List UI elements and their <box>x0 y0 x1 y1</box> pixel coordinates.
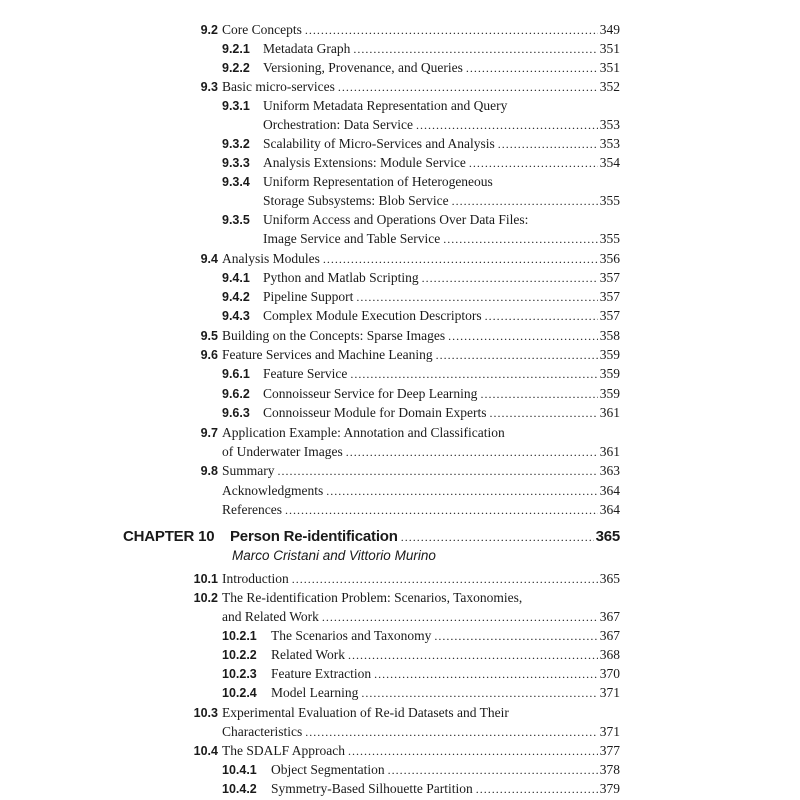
dot-leader <box>348 741 598 761</box>
section-title: Uniform Access and Operations Over Data Files: <box>263 212 529 227</box>
section-title: Model Learning <box>271 685 359 700</box>
toc-entry <box>0 268 800 288</box>
page-number: 378 <box>599 762 620 777</box>
page-number: 365 <box>599 571 620 586</box>
section-title: Python and Matlab Scripting <box>263 270 419 285</box>
section-title: The SDALF Approach <box>222 743 345 758</box>
dot-leader <box>498 134 598 154</box>
section-title: Uniform Representation of Heterogeneous <box>263 174 493 189</box>
dot-leader <box>480 384 597 404</box>
page-number: 359 <box>599 366 620 381</box>
chapter-title: Person Re-identification <box>230 528 398 545</box>
section-number: 9.6.3 <box>222 406 250 420</box>
dot-leader <box>285 500 598 520</box>
section-title: Pipeline Support <box>263 289 354 304</box>
section-number: 10.1 <box>193 572 218 586</box>
section-title: Connoisseur Service for Deep Learning <box>263 386 478 401</box>
dot-leader <box>443 229 598 249</box>
page-number: 370 <box>599 666 620 681</box>
section-title: Basic micro-services <box>222 79 335 94</box>
dot-leader <box>476 779 598 799</box>
toc-entry <box>0 626 800 646</box>
page-number: 364 <box>599 483 620 498</box>
section-title: Feature Extraction <box>271 666 372 681</box>
dot-leader <box>350 364 597 384</box>
toc-entry <box>0 760 800 780</box>
section-number: 10.4.1 <box>222 763 257 777</box>
toc-entry-continuation <box>0 722 800 742</box>
page-number: 355 <box>599 231 620 246</box>
section-number: 9.2 <box>200 23 218 37</box>
toc-entry-continuation <box>0 229 800 249</box>
dot-leader <box>361 683 597 703</box>
toc-entry <box>0 249 800 269</box>
toc-entry <box>0 96 800 116</box>
section-title: Feature Service <box>263 366 348 381</box>
section-number: 9.6 <box>200 348 218 362</box>
toc-entry <box>0 306 800 326</box>
section-number: 9.2.1 <box>222 42 250 56</box>
page-number: 367 <box>599 628 620 643</box>
dot-leader <box>388 760 598 780</box>
toc-entry <box>0 481 800 501</box>
page-number: 355 <box>599 193 620 208</box>
section-number: 9.6.2 <box>222 387 250 401</box>
section-number: 9.4.2 <box>222 290 250 304</box>
section-title: References <box>222 502 282 517</box>
toc-entry <box>0 345 800 365</box>
dot-leader <box>434 626 597 646</box>
page-number: 356 <box>599 251 620 266</box>
section-title: Symmetry-Based Silhouette Partition <box>271 781 473 796</box>
section-title: Building on the Concepts: Sparse Images <box>222 328 446 343</box>
section-title: The Re-identification Problem: Scenarios, Taxonomies, <box>222 590 523 605</box>
dot-leader <box>485 306 598 326</box>
section-title: and Related Work <box>222 609 319 624</box>
toc-entry <box>0 134 800 154</box>
section-number: 10.2.4 <box>222 686 257 700</box>
toc-entry <box>0 423 800 443</box>
dot-leader <box>305 20 598 40</box>
page-number: 368 <box>599 647 620 662</box>
dot-leader <box>346 442 598 462</box>
dot-leader <box>326 481 598 501</box>
section-title: Characteristics <box>222 724 303 739</box>
page-number: 359 <box>599 386 620 401</box>
section-title: Summary <box>222 463 275 478</box>
toc-entry <box>0 364 800 384</box>
dot-leader <box>422 268 598 288</box>
section-number: 9.5 <box>200 329 218 343</box>
toc-entry <box>0 384 800 404</box>
section-number: 9.4 <box>200 252 218 266</box>
dot-leader <box>338 77 598 97</box>
dot-leader <box>356 287 597 307</box>
section-title: Experimental Evaluation of Re-id Datasets and Their <box>222 705 509 720</box>
toc-entry <box>0 153 800 173</box>
section-number: 10.2 <box>193 591 218 605</box>
dot-leader <box>305 722 598 742</box>
section-title: Metadata Graph <box>263 41 351 56</box>
section-number: 9.6.1 <box>222 367 250 381</box>
toc-entry <box>0 664 800 684</box>
page-number: 351 <box>599 41 620 56</box>
page-number: 359 <box>599 347 620 362</box>
section-number: 9.3.5 <box>222 213 250 227</box>
section-number: 9.4.1 <box>222 271 250 285</box>
dot-leader <box>436 345 598 365</box>
toc-entry <box>0 569 800 589</box>
dot-leader <box>348 645 598 665</box>
toc-entry <box>0 20 800 40</box>
section-title: Versioning, Provenance, and Queries <box>263 60 463 75</box>
section-title: Feature Services and Machine Leaning <box>222 347 433 362</box>
dot-leader <box>353 39 597 59</box>
chapter-page-number: 365 <box>595 528 620 545</box>
section-number: 10.2.2 <box>222 648 257 662</box>
page-number: 357 <box>599 289 620 304</box>
section-number: 10.4.2 <box>222 782 257 796</box>
section-number: 9.3.3 <box>222 156 250 170</box>
section-title: of Underwater Images <box>222 444 343 459</box>
dot-leader <box>469 153 598 173</box>
toc-entry-continuation <box>0 442 800 462</box>
toc-entry <box>0 287 800 307</box>
toc-entry-continuation <box>0 607 800 627</box>
page-number: 354 <box>599 155 620 170</box>
page-number: 364 <box>599 502 620 517</box>
page-number: 363 <box>599 463 620 478</box>
section-title: Introduction <box>222 571 289 586</box>
section-title: Core Concepts <box>222 22 302 37</box>
section-number: 10.2.3 <box>222 667 257 681</box>
section-number: 10.2.1 <box>222 629 257 643</box>
page-number: 371 <box>599 685 620 700</box>
dot-leader <box>489 403 597 423</box>
section-number: 9.4.3 <box>222 309 250 323</box>
section-title: Application Example: Annotation and Classification <box>222 425 505 440</box>
toc-entry <box>0 461 800 481</box>
page-number: 352 <box>599 79 620 94</box>
dot-leader <box>278 461 598 481</box>
section-number: 9.3.1 <box>222 99 250 113</box>
section-number: 9.7 <box>200 426 218 440</box>
toc-entry <box>0 500 800 520</box>
section-number: 9.3.2 <box>222 137 250 151</box>
dot-leader <box>466 58 598 78</box>
section-title: Uniform Metadata Representation and Query <box>263 98 508 113</box>
toc-entry <box>0 683 800 703</box>
page-number: 351 <box>599 60 620 75</box>
section-number: 10.4 <box>193 744 218 758</box>
section-title: Analysis Extensions: Module Service <box>263 155 466 170</box>
page-number: 377 <box>599 743 620 758</box>
toc-entry-continuation <box>0 191 800 211</box>
section-title: Related Work <box>271 647 346 662</box>
section-number: 9.2.2 <box>222 61 250 75</box>
section-title: Complex Module Execution Descriptors <box>263 308 482 323</box>
page-number: 358 <box>599 328 620 343</box>
toc-entry <box>0 645 800 665</box>
section-number: 9.3.4 <box>222 175 250 189</box>
toc-entry <box>0 172 800 192</box>
dot-leader <box>292 569 598 589</box>
page-number: 353 <box>599 136 620 151</box>
section-number: 10.3 <box>193 706 218 720</box>
dot-leader <box>374 664 598 684</box>
section-title: Storage Subsystems: Blob Service <box>263 193 449 208</box>
toc-entry <box>0 588 800 608</box>
section-title: Orchestration: Data Service <box>263 117 413 132</box>
page-number: 379 <box>599 781 620 796</box>
page-number: 361 <box>599 405 620 420</box>
section-title: Analysis Modules <box>222 251 320 266</box>
section-title: Image Service and Table Service <box>263 231 441 246</box>
toc-entry <box>0 39 800 59</box>
page-number: 371 <box>599 724 620 739</box>
dot-leader <box>448 326 598 346</box>
dot-leader <box>323 249 598 269</box>
toc-entry <box>0 210 800 230</box>
toc-entry-continuation <box>0 115 800 135</box>
page-number: 353 <box>599 117 620 132</box>
chapter-authors: Marco Cristani and Vittorio Murino <box>232 548 436 563</box>
section-title: Object Segmentation <box>271 762 385 777</box>
toc-entry <box>0 58 800 78</box>
page-number: 361 <box>599 444 620 459</box>
section-title: Connoisseur Module for Domain Experts <box>263 405 487 420</box>
toc-entry <box>0 741 800 761</box>
page-number: 357 <box>599 308 620 323</box>
toc-entry <box>0 403 800 423</box>
dot-leader <box>322 607 598 627</box>
section-number: 9.3 <box>200 80 218 94</box>
toc-entry <box>0 77 800 97</box>
dot-leader <box>416 115 598 135</box>
page-number: 349 <box>599 22 620 37</box>
toc-entry <box>0 326 800 346</box>
dot-leader <box>452 191 598 211</box>
page-number: 357 <box>599 270 620 285</box>
section-number: 9.8 <box>200 464 218 478</box>
toc-entry <box>0 703 800 723</box>
section-title: The Scenarios and Taxonomy <box>271 628 432 643</box>
chapter-label: CHAPTER 10 <box>123 528 215 545</box>
section-title: Acknowledgments <box>222 483 324 498</box>
section-title: Scalability of Micro-Services and Analysis <box>263 136 495 151</box>
page-number: 367 <box>599 609 620 624</box>
toc-entry <box>0 779 800 799</box>
